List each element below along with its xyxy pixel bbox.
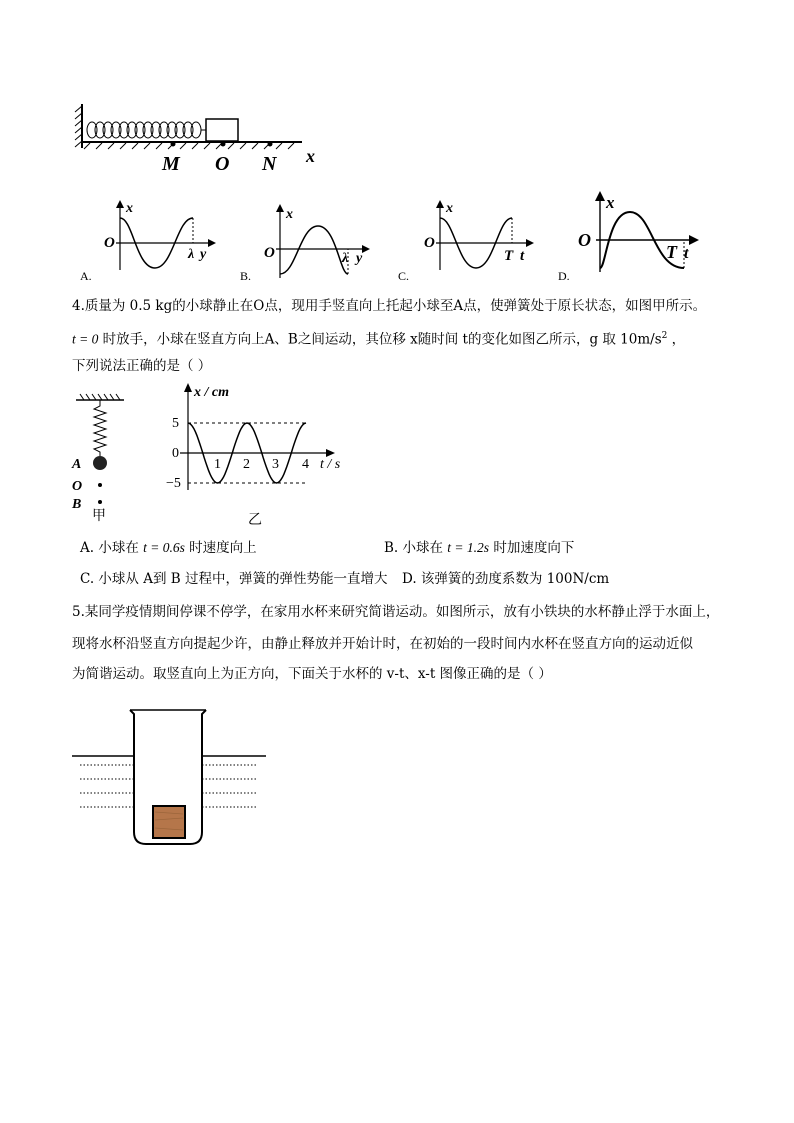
option-letter: A. <box>80 269 92 283</box>
label-M: M <box>162 153 180 175</box>
axis-label-x: x <box>126 201 133 216</box>
label-O: O <box>215 153 230 175</box>
wave-option-b <box>236 202 386 284</box>
x-axis-label: t / s <box>320 457 341 472</box>
figure-yi-chart <box>160 380 360 528</box>
q4-option-d[interactable]: D. 该弹簧的劲度系数为 100N/cm <box>402 571 610 587</box>
x-tick-2: 2 <box>243 457 250 472</box>
y-axis-label: x / cm <box>194 385 229 400</box>
spring-block-figure <box>70 98 330 178</box>
q4-t0: t = 0 <box>72 331 99 347</box>
q4-option-a[interactable]: A. 小球在 t = 0.6s 时速度向上 <box>80 540 257 556</box>
caption-jia: 甲 <box>92 509 106 524</box>
origin-label: O <box>578 230 591 250</box>
end-label: λ <box>342 251 349 266</box>
q4-line-1: 4.质量为 0.5 kg的小球静止在O点，现用手竖直向上托起小球至A点，使弹簧处于原长状态，如图甲所示。 <box>72 298 707 314</box>
q4-line-2-end: ， <box>667 331 686 348</box>
x-tick-1: 1 <box>214 457 221 472</box>
y-tick-neg5: −5 <box>166 476 181 491</box>
x-tick-4: 4 <box>302 457 309 472</box>
label-x: x <box>306 146 315 166</box>
axis-label-x: x <box>286 207 293 222</box>
origin-label: O <box>424 235 435 251</box>
label-A: A <box>72 457 82 472</box>
option-letter: C. <box>398 269 410 283</box>
axis-label-x: x <box>446 201 453 216</box>
q4-option-c[interactable]: C. 小球从 A到 B 过程中，弹簧的弹性势能一直增大 <box>80 571 388 587</box>
wave-option-d <box>556 186 716 284</box>
q5-line-3: 为简谐运动。取竖直向上为正方向，下面关于水杯的 v-t、x-t 图像正确的是（ ） <box>72 666 552 682</box>
q4-option-b[interactable]: B. 小球在 t = 1.2s 时加速度向下 <box>384 540 575 556</box>
q4-line-2-text: 时放手，小球在竖直方向上A、B之间运动，其位移 x随时间 t的变化如图乙所示，g 取 10m/s <box>98 331 662 348</box>
wave-option-c <box>396 196 546 284</box>
option-letter: D. <box>558 269 570 283</box>
axis-end-label: t <box>520 248 525 264</box>
caption-yi: 乙 <box>248 513 262 528</box>
origin-label: O <box>104 235 115 251</box>
y-tick-0: 0 <box>172 446 179 461</box>
q5-line-2: 现将水杯沿竖直方向提起少许，由静止释放并开始计时，在初始的一段时间内水杯在竖直方向的运动近似 <box>72 636 693 652</box>
figure-jia <box>68 392 138 526</box>
origin-label: O <box>264 245 275 261</box>
iron-block <box>153 806 185 838</box>
wave-option-a <box>78 196 228 284</box>
q4-sup: 2 <box>661 331 668 341</box>
axis-label-x: x <box>606 193 615 212</box>
label-N: N <box>262 153 277 175</box>
label-B: B <box>72 497 82 512</box>
axis-end-label: t <box>684 245 689 262</box>
q5-line-1: 5.某同学疫情期间停课不停学，在家用水杯来研究简谐运动。如图所示，放有小铁块的水杯静止浮于水面上， <box>72 604 720 620</box>
axis-end-label: y <box>200 247 207 262</box>
axis-end-label: y <box>356 251 363 266</box>
end-label: λ <box>188 247 195 262</box>
end-label: T <box>504 248 514 264</box>
floating-cup-figure <box>70 700 270 850</box>
y-tick-5: 5 <box>172 416 179 431</box>
x-tick-3: 3 <box>272 457 279 472</box>
end-label: T <box>666 242 677 262</box>
q4-line-3: 下列说法正确的是（ ） <box>72 358 212 374</box>
q4-line-2 <box>72 326 685 350</box>
option-letter: B. <box>240 269 252 283</box>
label-O: O <box>72 479 83 494</box>
